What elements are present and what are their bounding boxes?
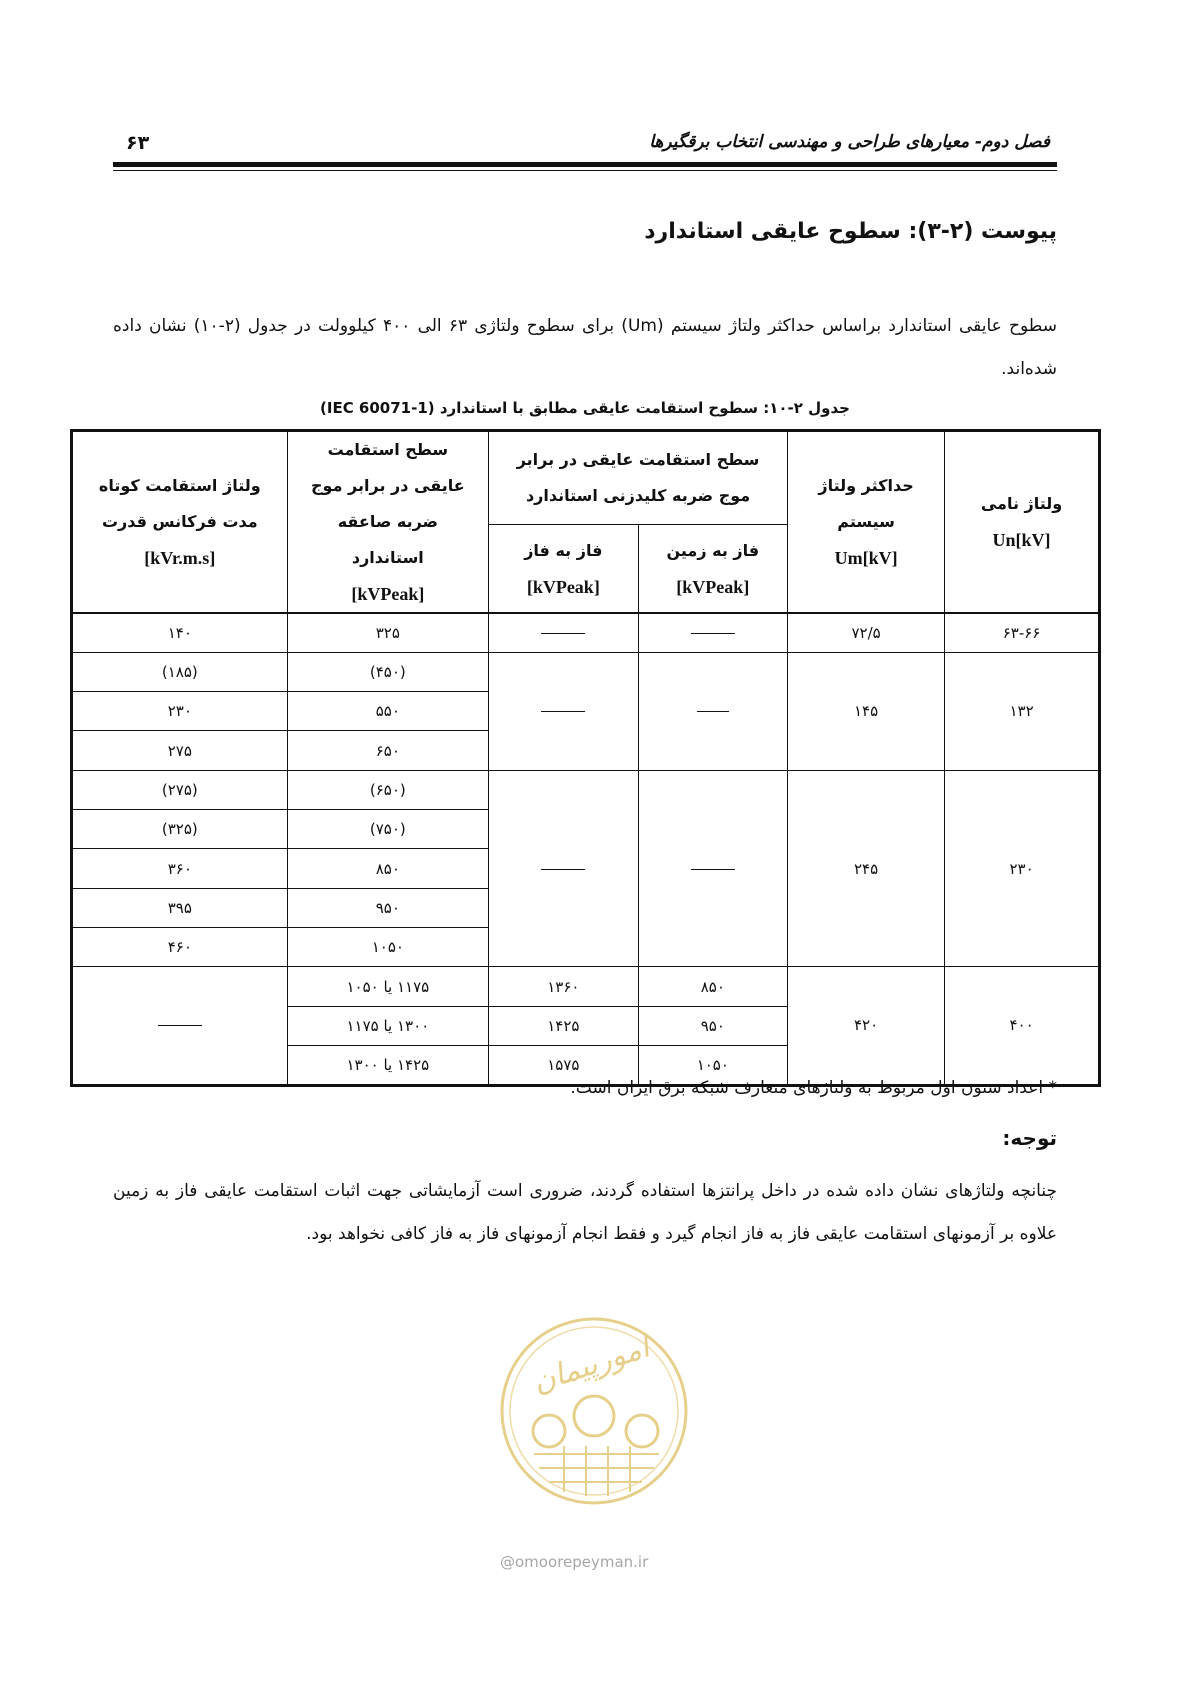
power-frequency-cell: ۱۴۰ [72, 613, 288, 652]
insulation-levels-table [70, 429, 1101, 1087]
header-rule [113, 162, 1057, 167]
note-text: چنانچه ولتاژهای نشان داده شده در داخل پرانتزها استفاده گردند، ضروری است آزمایشاتی جهت اثبات استقامت عایقی فاز به زمین علاوه بر آزمونهای استقامت عایقی فاز به فاز انجام گیرد و فقط انجام آزمونهای فاز به فاز کافی نخواهد بود. [113, 1181, 1057, 1244]
nominal-voltage-cell: ۱۳۲ [945, 652, 1100, 770]
header-nominal-voltage-unit: Un[kV] [992, 530, 1051, 550]
lightning-cell: ۱۴۲۵ یا ۱۳۰۰ [287, 1046, 488, 1085]
header-phase-to-earth [638, 525, 787, 614]
running-header: فصل دوم- معیارهای طراحی و مهندسی انتخاب برقگیرها [649, 132, 1050, 152]
header-nominal-voltage-label: ولتاژ نامی [980, 494, 1063, 513]
lightning-cell: ۱۰۵۰ [287, 928, 488, 967]
header-phase-to-earth-unit: [kVPeak] [676, 576, 750, 597]
phase-to-phase-cell [489, 613, 638, 652]
header-rule-thin [113, 170, 1057, 171]
phase-to-phase-cell: ۱۳۶۰ [489, 967, 638, 1006]
power-frequency-cell: ۳۹۵ [72, 888, 288, 927]
table-row [72, 967, 1100, 1006]
phase-to-earth-cell [638, 652, 787, 770]
header-max-voltage [788, 431, 945, 614]
lightning-cell: ۶۵۰ [287, 731, 488, 770]
page-number: ۶۳ [126, 132, 150, 154]
intro-paragraph: سطوح عایقی استاندارد براساس حداکثر ولتاژ سیستم (Um) برای سطوح ولتاژی ۶۳ الی ۴۰۰ کیلوولت در جدول (۲-۱۰) نشان داده شده‌اند. [113, 316, 1057, 379]
nominal-voltage-cell: ۴۰۰ [945, 967, 1100, 1085]
header-lightning-impulse-unit: [kVPeak] [351, 584, 425, 604]
header-switching-impulse-label: سطح استقامت عایقی در برابر موج ضربه کلیدزنی استاندارد [516, 450, 760, 505]
header-power-frequency [72, 431, 288, 614]
phase-to-phase-cell [489, 770, 638, 967]
lightning-cell: ۹۵۰ [287, 888, 488, 927]
phase-to-earth-cell [638, 613, 787, 652]
note-heading: توجه: [1002, 1126, 1057, 1150]
power-frequency-cell: (۳۲۵) [72, 810, 288, 849]
phase-to-earth-cell: ۹۵۰ [638, 1006, 787, 1045]
header-lightning-impulse [287, 431, 488, 614]
power-frequency-cell: (۲۷۵) [72, 770, 288, 809]
nominal-voltage-cell: ۶۳-۶۶ [945, 613, 1100, 652]
header-power-frequency-label: ولتاژ استقامت کوتاه مدت فرکانس قدرت [98, 476, 261, 531]
lightning-cell: (۶۵۰) [287, 770, 488, 809]
header-phase-to-phase [489, 525, 638, 614]
lightning-cell: ۱۱۷۵ یا ۱۰۵۰ [287, 967, 488, 1006]
power-frequency-cell: ۲۳۰ [72, 692, 288, 731]
table-row [72, 613, 1100, 652]
header-lightning-impulse-label: سطح استقامت عایقی در برابر موج ضربه صاعقه استاندارد [311, 440, 465, 567]
lightning-cell: ۸۵۰ [287, 849, 488, 888]
footnote: * اعداد ستون اول مربوط به ولتاژهای متعارف شبکه برق ایران است. [570, 1078, 1057, 1098]
header-phase-to-phase-unit: [kVPeak] [526, 576, 600, 597]
phase-to-phase-cell: ۱۵۷۵ [489, 1046, 638, 1085]
header-phase-to-earth-label: فاز به زمین [666, 540, 760, 560]
power-frequency-cell: ۲۷۵ [72, 731, 288, 770]
header-phase-to-phase-label: فاز به فاز [524, 540, 603, 560]
max-voltage-cell: ۱۴۵ [788, 652, 945, 770]
svg-text:امورپیمان: امورپیمان [528, 1329, 654, 1401]
lightning-cell: ۵۵۰ [287, 692, 488, 731]
lightning-cell: ۳۲۵ [287, 613, 488, 652]
header-switching-impulse [489, 431, 788, 525]
max-voltage-cell: ۲۴۵ [788, 770, 945, 967]
section-title: پیوست (۲-۳): سطوح عایقی استاندارد [644, 219, 1057, 244]
header-power-frequency-unit: [kVr.m.s] [144, 548, 216, 568]
phase-to-earth-cell [638, 770, 787, 967]
lightning-cell: (۷۵۰) [287, 810, 488, 849]
table-caption: جدول ۲-۱۰: سطوح استقامت عایقی مطابق با استاندارد (IEC 60071-1) [320, 399, 850, 417]
power-frequency-cell: (۱۸۵) [72, 652, 288, 691]
phase-to-phase-cell [489, 652, 638, 770]
power-frequency-cell: ۳۶۰ [72, 849, 288, 888]
watermark-logo [494, 1296, 694, 1526]
lightning-cell: ۱۳۰۰ یا ۱۱۷۵ [287, 1006, 488, 1045]
phase-to-earth-cell: ۸۵۰ [638, 967, 787, 1006]
phase-to-earth-cell: ۱۰۵۰ [638, 1046, 787, 1085]
power-frequency-cell: ۴۶۰ [72, 928, 288, 967]
header-max-voltage-label: حداکثر ولتاژ سیستم [818, 476, 914, 531]
watermark-url: @omoorepeyman.ir [500, 1553, 649, 1571]
header-max-voltage-unit: Um[kV] [834, 548, 898, 568]
table-row [72, 770, 1100, 809]
table-row [72, 652, 1100, 691]
max-voltage-cell: ۷۲/۵ [788, 613, 945, 652]
power-frequency-cell [72, 967, 288, 1085]
phase-to-phase-cell: ۱۴۲۵ [489, 1006, 638, 1045]
header-nominal-voltage [945, 431, 1100, 614]
nominal-voltage-cell: ۲۳۰ [945, 770, 1100, 967]
max-voltage-cell: ۴۲۰ [788, 967, 945, 1085]
lightning-cell: (۴۵۰) [287, 652, 488, 691]
